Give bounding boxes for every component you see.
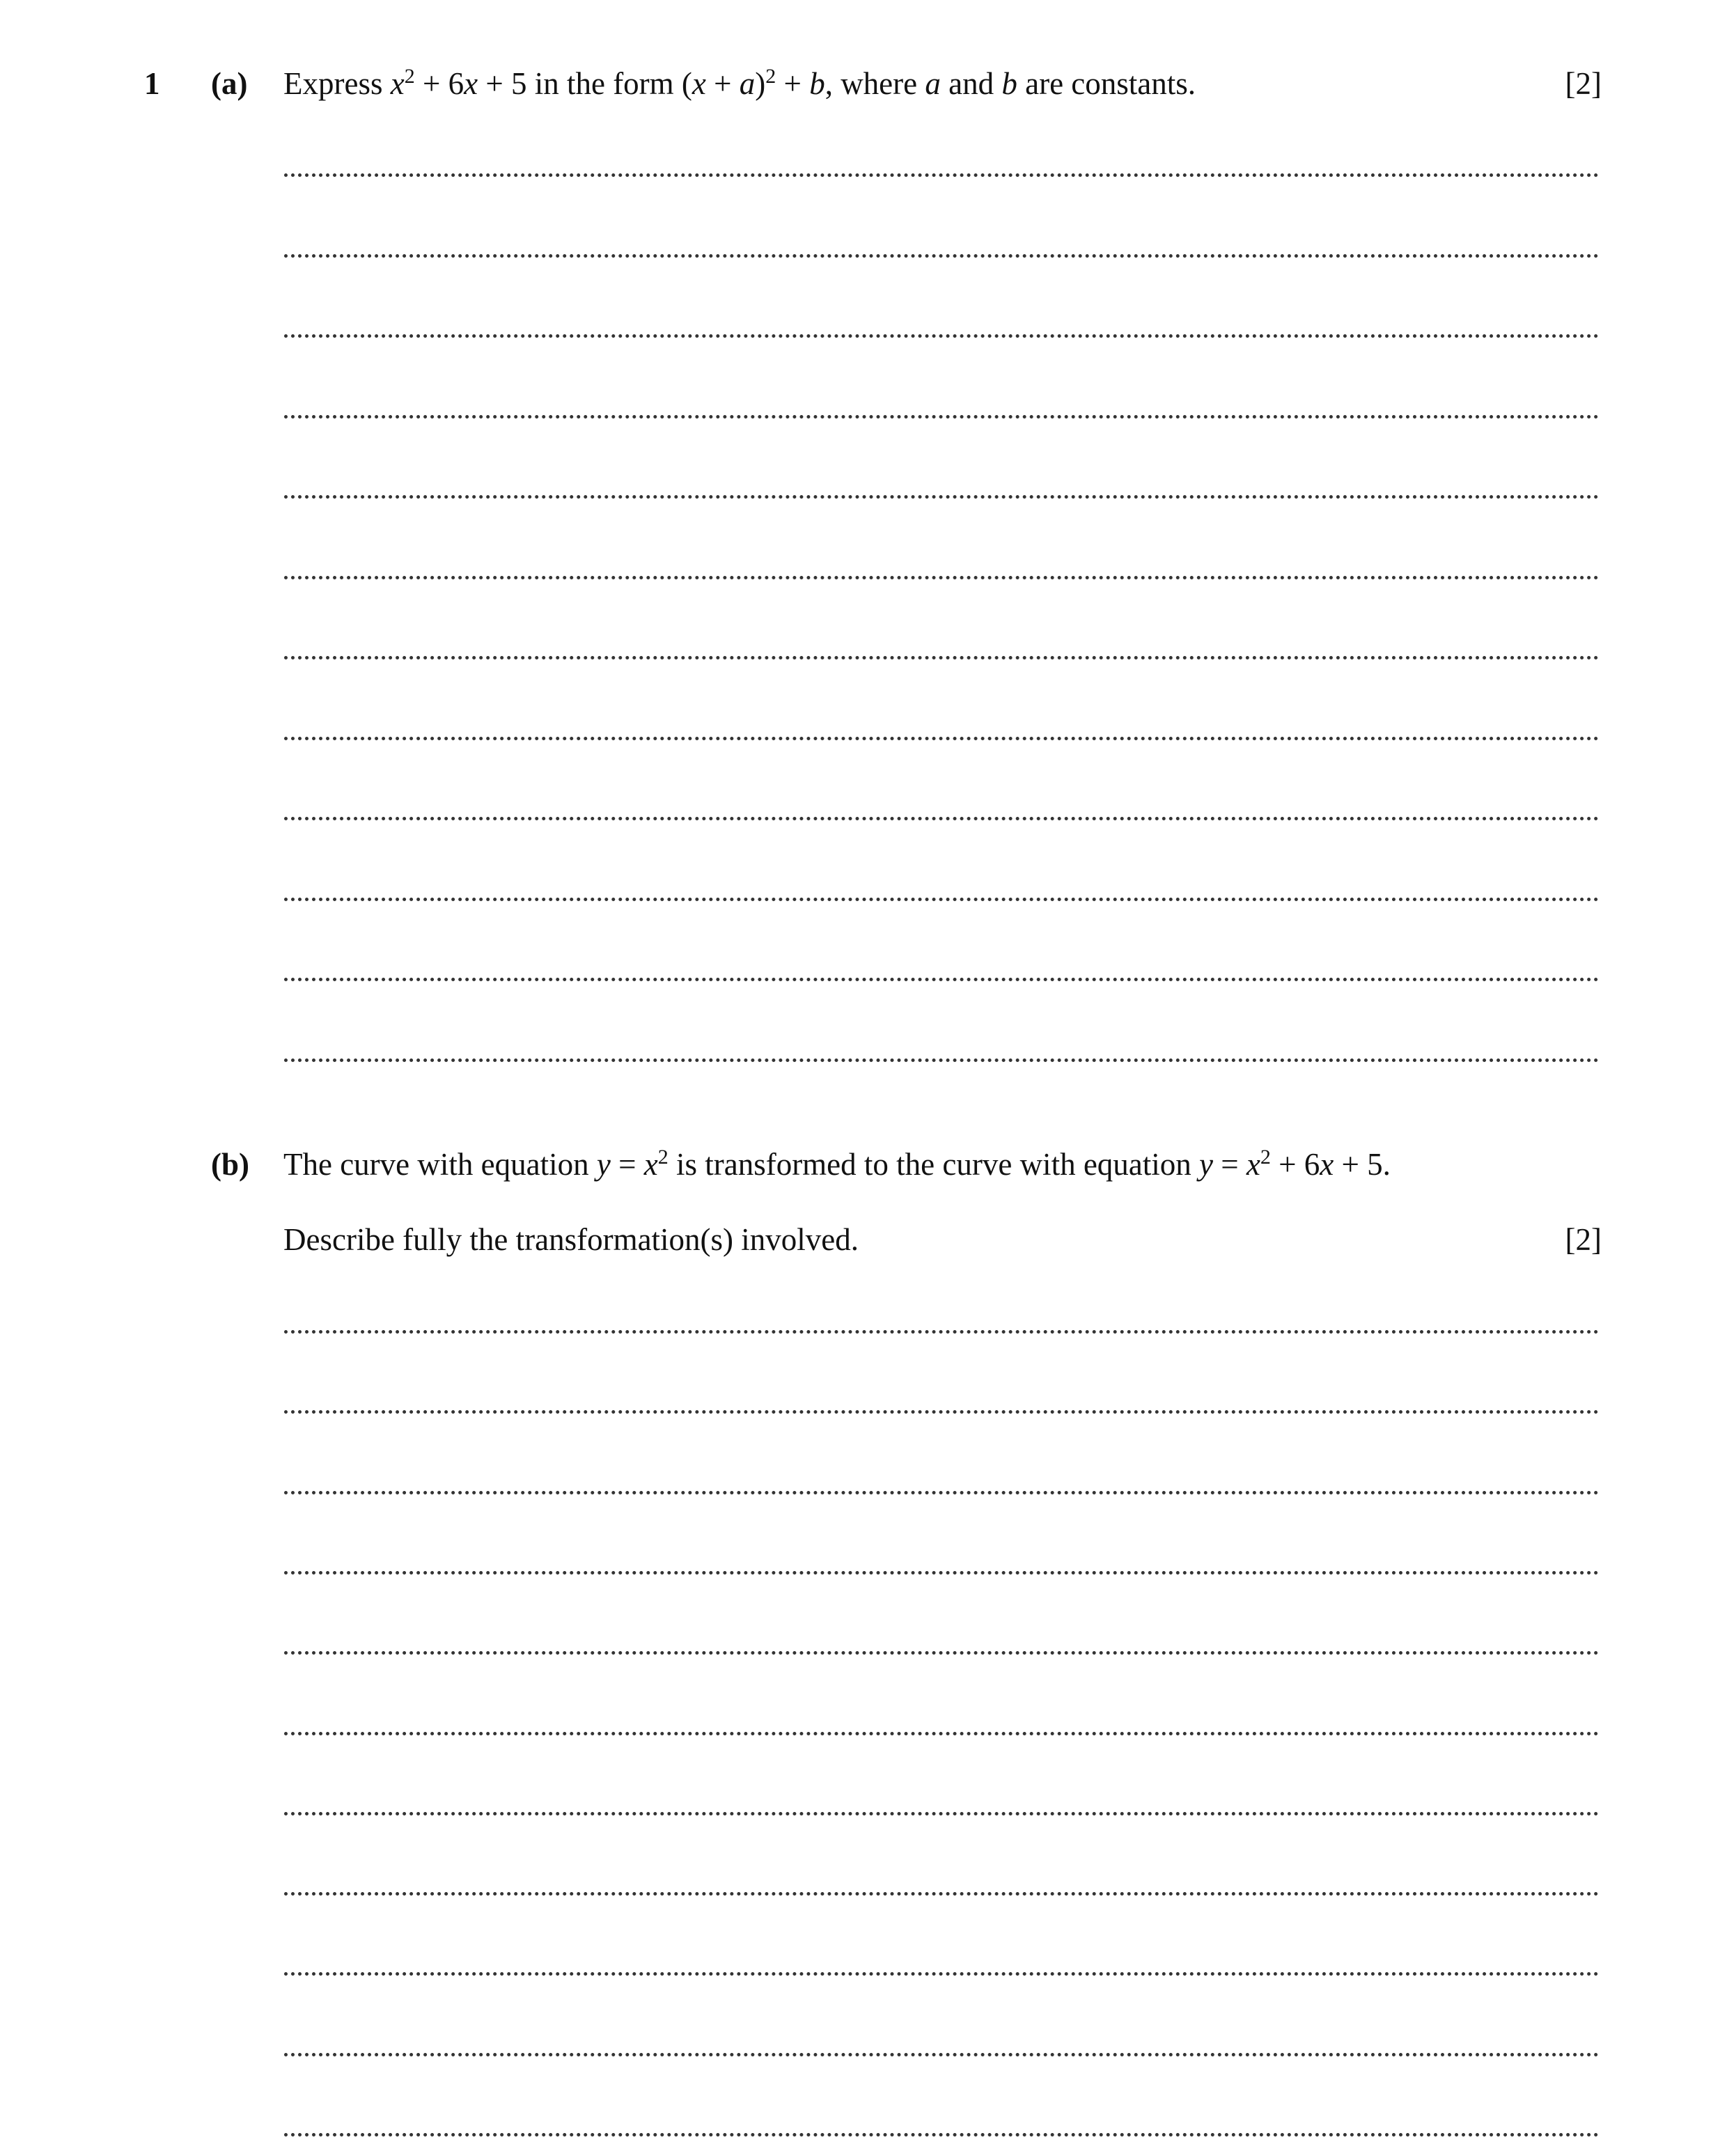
answer-line[interactable] xyxy=(284,415,1599,419)
answer-line[interactable] xyxy=(284,1410,1599,1414)
answer-line[interactable] xyxy=(284,817,1599,820)
answer-line[interactable] xyxy=(284,978,1599,981)
answer-line[interactable] xyxy=(284,1059,1599,1062)
part-a-question-text: Express $x^2 + 6x + 5$ in the form $(x + a)^2 + b$, where a and b are constants. xyxy=(283,65,1196,101)
part-b-marks: [2] xyxy=(1565,1222,1602,1257)
answer-line[interactable] xyxy=(284,737,1599,740)
answer-line[interactable] xyxy=(284,254,1599,258)
answer-line[interactable] xyxy=(284,1651,1599,1655)
answer-line[interactable] xyxy=(284,1732,1599,1735)
part-b-instruction: Describe fully the transformation(s) involved. xyxy=(283,1222,859,1257)
answer-line[interactable] xyxy=(284,2053,1599,2056)
answer-line[interactable] xyxy=(284,334,1599,338)
part-a-marks: [2] xyxy=(1565,66,1602,101)
answer-line[interactable] xyxy=(284,1972,1599,1976)
question-number: 1 xyxy=(144,66,160,101)
answer-line[interactable] xyxy=(284,898,1599,901)
answer-line[interactable] xyxy=(284,2133,1599,2137)
answer-line[interactable] xyxy=(284,1571,1599,1575)
answer-line[interactable] xyxy=(284,1330,1599,1334)
part-b-question-text: The curve with equation $y = x^2$ is transformed to the curve with equation $y = x^2 + 6x + 5$. xyxy=(283,1146,1391,1182)
answer-line[interactable] xyxy=(284,1491,1599,1494)
part-b-label: (b) xyxy=(211,1147,249,1182)
answer-line[interactable] xyxy=(284,576,1599,579)
answer-line[interactable] xyxy=(284,656,1599,659)
answer-line[interactable] xyxy=(284,173,1599,177)
answer-line[interactable] xyxy=(284,1812,1599,1815)
part-a-label: (a) xyxy=(211,66,248,101)
answer-line[interactable] xyxy=(284,1892,1599,1896)
answer-line[interactable] xyxy=(284,495,1599,499)
